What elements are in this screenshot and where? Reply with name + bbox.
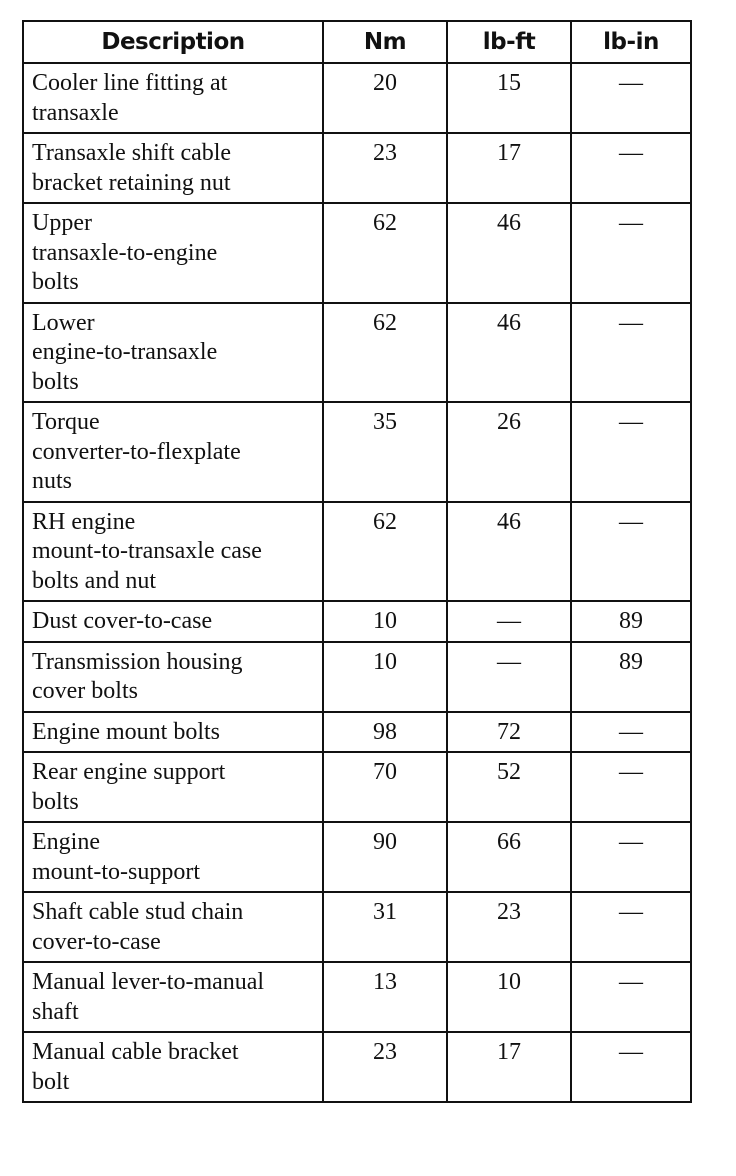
nm-cell: 70	[323, 752, 447, 822]
lbft-cell: 46	[447, 303, 571, 403]
nm-cell: 20	[323, 63, 447, 133]
description-line: Lower	[32, 309, 95, 336]
lbft-cell: 15	[447, 63, 571, 133]
description-line: bolts	[32, 269, 79, 295]
table-row	[23, 712, 691, 753]
description-line: bracket retaining nut	[32, 169, 231, 196]
lbft-cell: —	[447, 601, 571, 642]
table-row	[23, 303, 691, 403]
description-line: transaxle	[32, 99, 119, 126]
header-description: Description	[23, 21, 323, 63]
description-cell	[23, 892, 323, 962]
description-cell	[23, 601, 323, 642]
lbin-cell: —	[571, 133, 691, 203]
description-line: Engine	[32, 829, 100, 855]
nm-cell: 10	[323, 601, 447, 642]
lbft-cell: 17	[447, 1032, 571, 1102]
lbin-cell: —	[571, 752, 691, 822]
nm-cell: 31	[323, 892, 447, 962]
table-row	[23, 63, 691, 133]
lbft-cell: 17	[447, 133, 571, 203]
description-cell	[23, 822, 323, 892]
table-body	[23, 63, 691, 1102]
description-cell	[23, 402, 323, 502]
table-row	[23, 892, 691, 962]
description-line: engine-to-transaxle	[32, 339, 218, 365]
description-line: shaft	[32, 998, 79, 1025]
torque-spec-table	[22, 20, 692, 1103]
table-row	[23, 203, 691, 303]
description-line: converter-to-flexplate	[32, 438, 241, 465]
nm-cell: 35	[323, 402, 447, 502]
description-line: cover bolts	[32, 678, 138, 704]
header-nm: Nm	[323, 21, 447, 63]
table-row	[23, 601, 691, 642]
description-cell	[23, 1032, 323, 1102]
table-row	[23, 502, 691, 602]
description-line: bolts	[32, 368, 79, 395]
description-line: transaxle-to-engine	[32, 239, 218, 266]
table-row	[23, 962, 691, 1032]
description-line: Shaft cable stud chain	[32, 899, 244, 925]
table-row	[23, 642, 691, 712]
description-cell	[23, 712, 323, 753]
lbin-cell: —	[571, 1032, 691, 1102]
description-line: Transmission housing	[32, 648, 243, 675]
nm-cell: 23	[323, 133, 447, 203]
nm-cell: 62	[323, 203, 447, 303]
lbin-cell: —	[571, 822, 691, 892]
table-row	[23, 822, 691, 892]
description-line: bolts	[32, 788, 79, 815]
lbin-cell: —	[571, 303, 691, 403]
lbft-cell: 23	[447, 892, 571, 962]
description-cell	[23, 752, 323, 822]
lbft-cell: 46	[447, 502, 571, 602]
description-cell	[23, 962, 323, 1032]
lbin-cell: —	[571, 892, 691, 962]
nm-cell: 10	[323, 642, 447, 712]
lbft-cell: 46	[447, 203, 571, 303]
lbin-cell: —	[571, 712, 691, 753]
description-line: RH engine	[32, 508, 136, 535]
description-line: cover-to-case	[32, 928, 161, 955]
nm-cell: 13	[323, 962, 447, 1032]
description-line: mount-to-transaxle case	[32, 538, 262, 564]
description-line: Transaxle shift cable	[32, 140, 232, 166]
description-line: Manual lever-to-manual	[32, 969, 265, 995]
nm-cell: 62	[323, 502, 447, 602]
description-cell	[23, 642, 323, 712]
lbin-cell: —	[571, 502, 691, 602]
lbin-cell: —	[571, 402, 691, 502]
description-line: mount-to-support	[32, 858, 200, 885]
description-line: Torque	[32, 409, 100, 435]
nm-cell: 98	[323, 712, 447, 753]
description-cell	[23, 63, 323, 133]
description-line: Rear engine support	[32, 759, 226, 785]
description-line: bolt	[32, 1068, 70, 1095]
lbft-cell: 10	[447, 962, 571, 1032]
description-line: Engine mount bolts	[32, 718, 220, 745]
lbin-cell: 89	[571, 601, 691, 642]
table-row	[23, 752, 691, 822]
lbin-cell: 89	[571, 642, 691, 712]
lbft-cell: 66	[447, 822, 571, 892]
description-line: Manual cable bracket	[32, 1039, 239, 1065]
table-row	[23, 402, 691, 502]
description-line: Dust cover-to-case	[32, 608, 213, 634]
description-cell	[23, 502, 323, 602]
lbin-cell: —	[571, 203, 691, 303]
table-row	[23, 1032, 691, 1102]
description-cell	[23, 303, 323, 403]
description-line: Cooler line fitting at	[32, 70, 228, 96]
header-row	[23, 21, 691, 63]
lbin-cell: —	[571, 63, 691, 133]
header-lbft: lb-ft	[447, 21, 571, 63]
description-cell	[23, 133, 323, 203]
lbft-cell: 26	[447, 402, 571, 502]
description-line: bolts and nut	[32, 567, 156, 594]
lbin-cell: —	[571, 962, 691, 1032]
description-line: Upper	[32, 210, 92, 236]
lbft-cell: 52	[447, 752, 571, 822]
nm-cell: 90	[323, 822, 447, 892]
lbft-cell: —	[447, 642, 571, 712]
table-row	[23, 133, 691, 203]
description-cell	[23, 203, 323, 303]
header-lbin: lb-in	[571, 21, 691, 63]
description-line: nuts	[32, 468, 73, 494]
nm-cell: 23	[323, 1032, 447, 1102]
nm-cell: 62	[323, 303, 447, 403]
lbft-cell: 72	[447, 712, 571, 753]
